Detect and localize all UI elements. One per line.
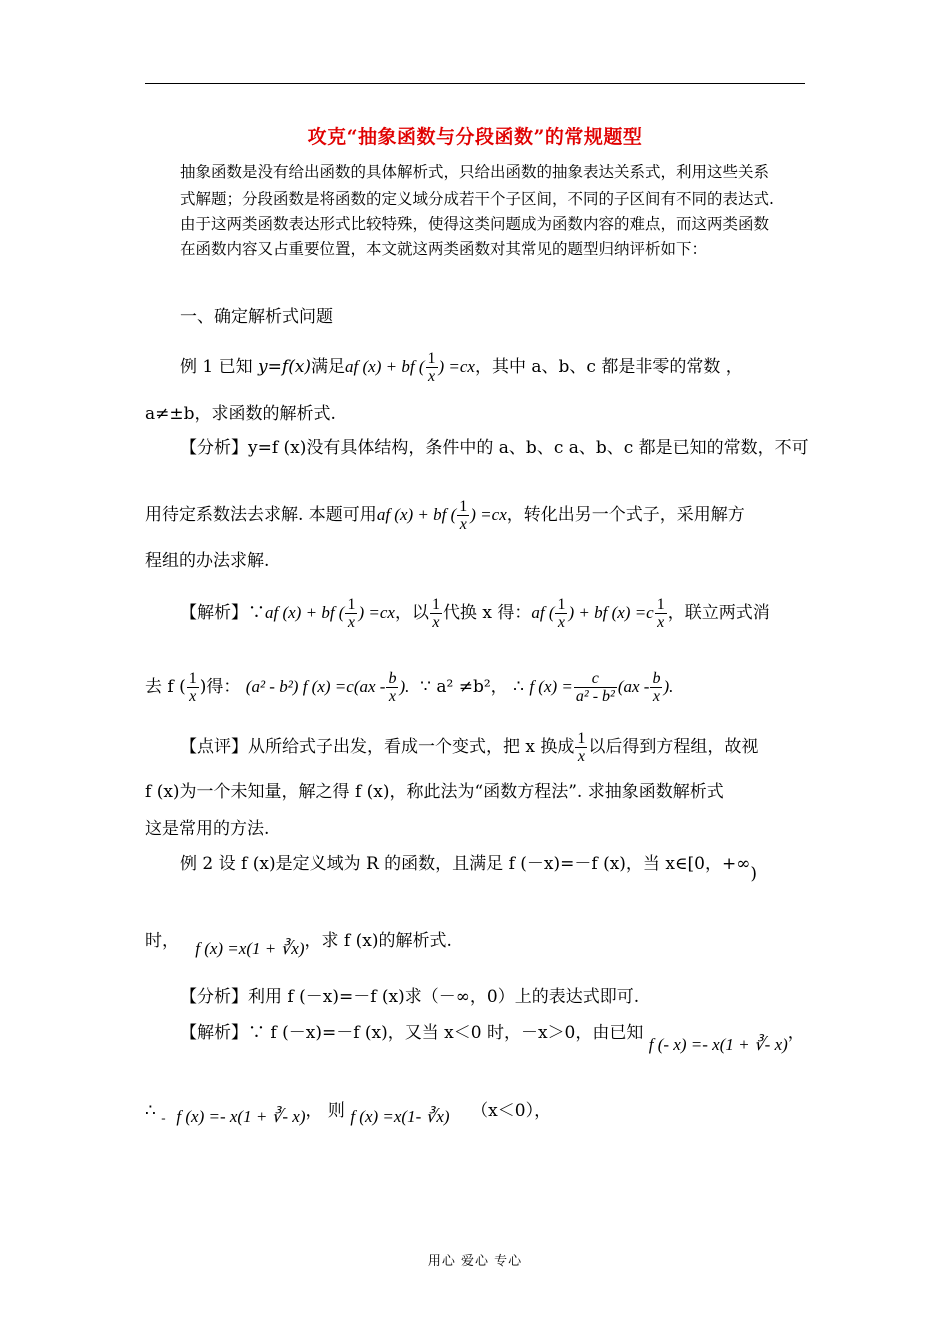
fraction-1-over-x: $\frac{1}{x}$: [577, 730, 586, 765]
solution-2-equation-2: f (x) =- x(1 + ∛- x): [176, 1107, 306, 1126]
analysis-tag: 【分析】: [180, 438, 248, 458]
example-2-line-1: 例 2 设 f (x)是定义域为 R 的函数，且满足 f (－x)=－f (x)，当 x∈[0，+∞): [180, 854, 757, 884]
solution-tag: 【解析】: [180, 603, 248, 623]
intro-line-2: 式解题；分段函数是将函数的定义域分成若干个子区间，不同的子区间有不同的表达式.: [180, 190, 774, 208]
intro-line-3: 由于这两类函数表达形式比较特殊，使得这类问题成为函数内容的难点，而这两类函数: [180, 215, 770, 233]
header-rule: [145, 83, 805, 84]
fraction-b-over-x: $\frac{b}{x}$: [652, 670, 661, 705]
fraction-1-over-x: $\frac{1}{x}$: [431, 596, 440, 631]
analysis-1-line-2: 用待定系数法去求解. 本题可用af (x) + bf ( $\frac{1}{x}$ ) =cx，转化出另一个式子，采用解方: [145, 498, 745, 533]
solution-1-line-1: 【解析】∵af (x) + bf ( $\frac{1}{x}$ ) =cx，以 $\frac{1}{x}$ 代换 x 得：af ( $\frac{1}{x}$ ) + bf (x) =c $\frac{1}{x}$ ，联立两式消: [180, 596, 770, 631]
fraction-1-over-x: $\frac{1}{x}$: [427, 350, 436, 385]
review-1-line-3: 这是常用的方法.: [145, 819, 270, 839]
fraction-1-over-x: $\frac{1}{x}$: [347, 596, 356, 631]
analysis-1-line-3: 程组的办法求解.: [145, 551, 270, 571]
example-1-condition: a≠±b，求函数的解析式.: [145, 404, 336, 424]
fraction-c-over-a2-b2: $\frac{c}{\text{a² - b²}}$: [575, 670, 615, 705]
review-1-line-1: 【点评】从所给式子出发，看成一个变式，把 x 换成 $\frac{1}{x}$ 以后得到方程组，故视: [180, 730, 759, 765]
example-2-equation: f (x) =x(1 + ∛x): [195, 939, 305, 958]
example-1-label: 例 1 已知: [180, 357, 259, 377]
example-2-line-2: 时， f (x) =x(1 + ∛x)，求 f (x)的解析式.: [145, 931, 452, 958]
section-heading: 一、确定解析式问题: [180, 307, 333, 327]
review-tag: 【点评】: [180, 737, 248, 757]
intro-line-1: 抽象函数是没有给出函数的具体解析式，只给出函数的抽象表达关系式，利用这些关系: [180, 163, 770, 181]
analysis-2: 【分析】利用 f (－x)=－f (x)求（－∞，0）上的表达式即可.: [180, 987, 640, 1007]
fraction-1-over-x: $\frac{1}{x}$: [656, 596, 665, 631]
solution-2-equation-1: f (- x) =- x(1 + ∛- x): [648, 1035, 788, 1054]
page-footer: 用心 爱心 专心: [427, 1254, 523, 1269]
solution-1-line-2: 去 f ( $\frac{1}{x}$ )得： (a² - b²) f (x) =c(ax - $\frac{b}{x}$ ). ∵ a² ≠b²， ∴ f (x) = $\frac{c}{\text{a² - b²}}$ (ax - $\frac{b}{x}$ ).: [145, 670, 674, 705]
intro-line-4: 在函数内容又占重要位置，本文就这两类函数对其常见的题型归纳评析如下：: [180, 240, 708, 258]
fraction-1-over-x: $\frac{1}{x}$: [188, 670, 197, 705]
example-1: 例 1 已知 y=f(x)满足af (x) + bf ( $\frac{1}{x}$ ) =cx，其中 a、b、c 都是非零的常数 ，: [180, 350, 743, 385]
review-1-line-2: f (x)为一个未知量，解之得 f (x)，称此法为“函数方程法”. 求抽象函数解析式: [145, 782, 724, 802]
analysis-1-line-1: 【分析】y=f (x)没有具体结构，条件中的 a、b、c a、b、c 都是已知的常数，不可: [180, 438, 809, 458]
solution-2-equation-3: f (x) =x(1- ∛x): [350, 1107, 450, 1126]
solution-2-line-2: ∴ $_-$ f (x) =- x(1 + ∛- x)， 则 f (x) =x(1- ∛x) （x＜0），: [145, 1101, 552, 1126]
page-title: 攻克“抽象函数与分段函数”的常规题型: [307, 126, 643, 148]
fraction-1-over-x: $\frac{1}{x}$: [557, 596, 566, 631]
fraction-b-over-x: $\frac{b}{x}$: [388, 670, 397, 705]
solution-2-line-1: 【解析】∵ f (－x)=－f (x)，又当 x＜0 时，－x＞0，由已知 f (- x) =- x(1 + ∛- x)，: [180, 1023, 805, 1054]
example-1-equation: af (x) + bf (: [345, 357, 425, 376]
fraction-1-over-x: $\frac{1}{x}$: [459, 498, 468, 533]
